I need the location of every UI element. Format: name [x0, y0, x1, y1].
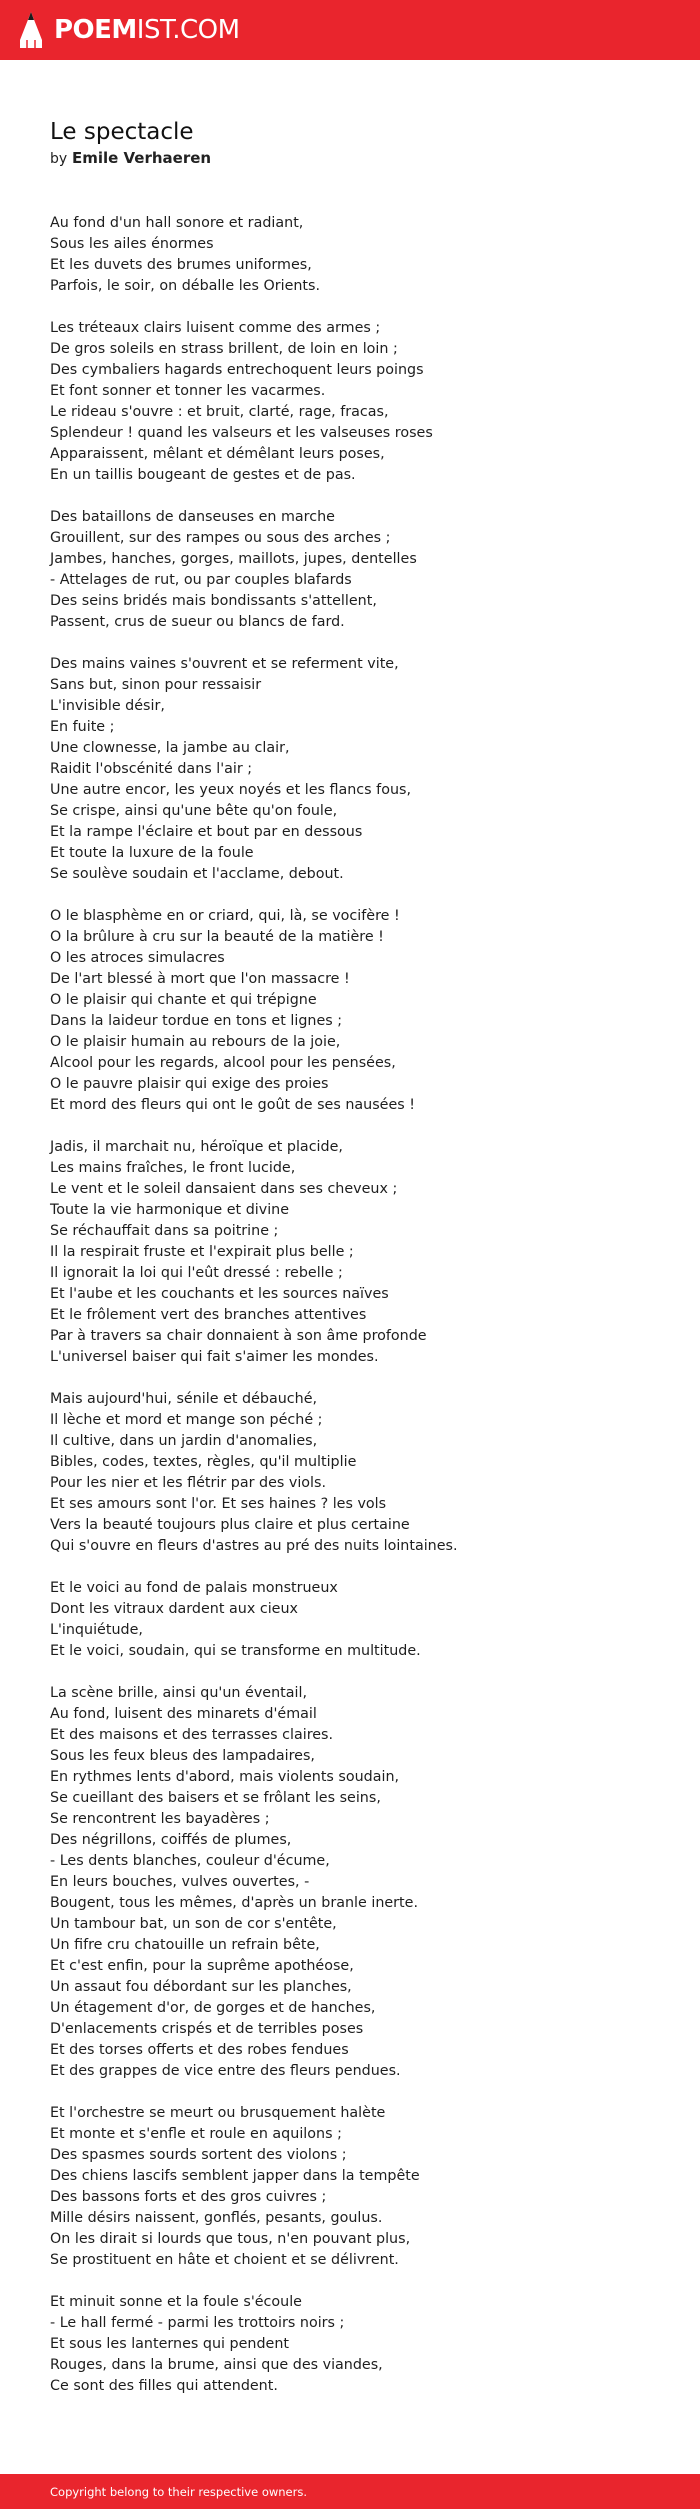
poem-line: Passent, crus de sueur ou blancs de fard.	[50, 614, 345, 630]
poem-line: Qui s'ouvre en fleurs d'astres au pré des nuits lointaines.	[50, 1538, 458, 1554]
poem-line: Apparaissent, mêlant et démêlant leurs poses,	[50, 446, 385, 462]
site-name-bold: POEM	[54, 15, 137, 45]
poem-line: Pour les nier et les flétrir par des viols.	[50, 1475, 327, 1491]
poem-line: Et mord des fleurs qui ont le goût de ses nausées !	[50, 1097, 415, 1113]
poem-line: Et le frôlement vert des branches attentives	[50, 1307, 367, 1323]
poem-line: La scène brille, ainsi qu'un éventail,	[50, 1685, 307, 1701]
poem-line: Il la respirait fruste et l'expirait plus belle ;	[50, 1244, 354, 1260]
poem-line: Par à travers sa chair donnaient à son âme profonde	[50, 1328, 427, 1344]
poem-line: Il lèche et mord et mange son péché ;	[50, 1412, 323, 1428]
poem-line: Et des maisons et des terrasses claires.	[50, 1727, 334, 1743]
poem-line: Un étagement d'or, de gorges et de hanches,	[50, 2000, 376, 2016]
poem-line: Mais aujourd'hui, sénile et débauché,	[50, 1391, 318, 1407]
poem-line: Des mains vaines s'ouvrent et se referment vite,	[50, 656, 399, 672]
poem-line: Rouges, dans la brume, ainsi que des viandes,	[50, 2357, 383, 2373]
poem-line: - Les dents blanches, couleur d'écume,	[50, 1853, 330, 1869]
poem-line: L'invisible désir,	[50, 698, 165, 714]
poem-line: Des cymbaliers hagards entrechoquent leurs poings	[50, 362, 424, 378]
poem-line: On les dirait si lourds que tous, n'en pouvant plus,	[50, 2231, 411, 2247]
poem-line: Et minuit sonne et la foule s'écoule	[50, 2294, 302, 2310]
poem-line: Sous les ailes énormes	[50, 236, 214, 252]
stanza	[50, 1389, 670, 1557]
stanza	[50, 654, 670, 885]
poem-body	[50, 213, 670, 2397]
poem-line: Un assaut fou débordant sur les planches,	[50, 1979, 352, 1995]
poem-line: En un taillis bougeant de gestes et de pas.	[50, 467, 356, 483]
poem-line: Sous les feux bleus des lampadaires,	[50, 1748, 315, 1764]
poem-line: Des bataillons de danseuses en marche	[50, 509, 335, 525]
poem-line: Ce sont des filles qui attendent.	[50, 2378, 278, 2394]
poem-line: Le rideau s'ouvre : et bruit, clarté, rage, fracas,	[50, 404, 389, 420]
poem-line: O le plaisir humain au rebours de la joie,	[50, 1034, 341, 1050]
poem-line: Dans la laideur tordue en tons et lignes ;	[50, 1013, 343, 1029]
stanza	[50, 213, 670, 297]
poem-line: Des seins bridés mais bondissants s'attellent,	[50, 593, 377, 609]
poem-line: L'inquiétude,	[50, 1622, 143, 1638]
poem-line: Il cultive, dans un jardin d'anomalies,	[50, 1433, 318, 1449]
by-label: by	[50, 151, 68, 167]
stanza	[50, 1578, 670, 1662]
stanza	[50, 1137, 670, 1368]
poem-line: Toute la vie harmonique et divine	[50, 1202, 290, 1218]
poem-line: Et monte et s'enfle et roule en aquilons ;	[50, 2126, 342, 2142]
stanza	[50, 1683, 670, 2082]
poem-line: L'universel baiser qui fait s'aimer les mondes.	[50, 1349, 379, 1365]
site-name-light: IST.COM	[136, 15, 240, 45]
poem-line: Alcool pour les regards, alcool pour les pensées,	[50, 1055, 396, 1071]
poem-line: D'enlacements crispés et de terribles poses	[50, 2021, 364, 2037]
copyright-text: Copyright belong to their respective owners.	[50, 2484, 308, 2499]
poem-line: Raidit l'obscénité dans l'air ;	[50, 761, 253, 777]
footer	[0, 2474, 700, 2509]
poem-line: Splendeur ! quand les valseurs et les valseuses roses	[50, 425, 433, 441]
poem-line: Et toute la luxure de la foule	[50, 845, 254, 861]
poem-line: O les atroces simulacres	[50, 950, 225, 966]
poem-line: Il ignorait la loi qui l'eût dressé : rebelle ;	[50, 1265, 343, 1281]
poem-line: En fuite ;	[50, 719, 115, 735]
poem-line: Se réchauffait dans sa poitrine ;	[50, 1223, 279, 1239]
poem-line: Un fifre cru chatouille un refrain bête,	[50, 1937, 320, 1953]
poem-line: Et des grappes de vice entre des fleurs pendues.	[50, 2063, 401, 2079]
poem-line: De l'art blessé à mort que l'on massacre !	[50, 971, 350, 987]
poem-line: O le pauvre plaisir qui exige des proies	[50, 1076, 329, 1092]
poem-line: O la brûlure à cru sur la beauté de la matière !	[50, 929, 384, 945]
stanza	[50, 2292, 670, 2397]
poem-line: Sans but, sinon pour ressaisir	[50, 677, 262, 693]
poem-line: De gros soleils en strass brillent, de loin en loin ;	[50, 341, 398, 357]
poem-line: Au fond, luisent des minarets d'émail	[50, 1706, 317, 1722]
top-bar	[0, 0, 700, 60]
poem-line: Des négrillons, coiffés de plumes,	[50, 1832, 292, 1848]
poem-line: Et des torses offerts et des robes fendues	[50, 2042, 349, 2058]
poem-line: Bougent, tous les mêmes, d'après un branle inerte.	[50, 1895, 418, 1911]
poem-line: Se soulève soudain et l'acclame, debout.	[50, 866, 344, 882]
poem-line: Et les duvets des brumes uniformes,	[50, 257, 312, 273]
poem-line: Mille désirs naissent, gonflés, pesants, goulus.	[50, 2210, 383, 2226]
site-logo[interactable]	[18, 10, 240, 50]
stanza	[50, 906, 670, 1116]
poem-line: Les tréteaux clairs luisent comme des armes ;	[50, 320, 381, 336]
poem-title: Le spectacle	[50, 119, 194, 145]
poem-line: - Attelages de rut, ou par couples blafards	[50, 572, 352, 588]
poem-line: O le plaisir qui chante et qui trépigne	[50, 992, 317, 1008]
poem-line: Les mains fraîches, le front lucide,	[50, 1160, 296, 1176]
poem-line: Et la rampe l'éclaire et bout par en dessous	[50, 824, 363, 840]
poem-line: Jadis, il marchait nu, héroïque et placide,	[50, 1139, 343, 1155]
poem-line: Se cueillant des baisers et se frôlant les seins,	[50, 1790, 381, 1806]
poem-line: - Le hall fermé - parmi les trottoirs noirs ;	[50, 2315, 345, 2331]
author-name[interactable]: Emile Verhaeren	[71, 149, 212, 167]
poem-line: Bibles, codes, textes, règles, qu'il multiplie	[50, 1454, 357, 1470]
poem-line: Et le voici, soudain, qui se transforme en multitude.	[50, 1643, 421, 1659]
poem-line: Et c'est enfin, pour la suprême apothéose,	[50, 1958, 354, 1974]
poem-line: Se rencontrent les bayadères ;	[50, 1811, 270, 1827]
stanza	[50, 2103, 670, 2271]
poem-line: Une autre encor, les yeux noyés et les flancs fous,	[50, 782, 411, 798]
poem-line: Et ses amours sont l'or. Et ses haines ? les vols	[50, 1496, 387, 1512]
poem-line: En rythmes lents d'abord, mais violents soudain,	[50, 1769, 400, 1785]
stanza	[50, 507, 670, 633]
poem-line: Des spasmes sourds sortent des violons ;	[50, 2147, 347, 2163]
poem-line: Et l'aube et les couchants et les sources naïves	[50, 1286, 389, 1302]
poem-line: Des chiens lascifs semblent japper dans la tempête	[50, 2168, 420, 2184]
poem-line: Et font sonner et tonner les vacarmes.	[50, 383, 326, 399]
poem-line: En leurs bouches, vulves ouvertes, -	[50, 1874, 310, 1890]
poem-line: Et sous les lanternes qui pendent	[50, 2336, 289, 2352]
poem-line: Et le voici au fond de palais monstrueux	[50, 1580, 338, 1596]
poem-line: Se prostituent en hâte et choient et se délivrent.	[50, 2252, 399, 2268]
poem-line: Et l'orchestre se meurt ou brusquement halète	[50, 2105, 386, 2121]
poem-line: Dont les vitraux dardent aux cieux	[50, 1601, 298, 1617]
poem-content	[50, 118, 670, 2418]
poem-line: Grouillent, sur des rampes ou sous des arches ;	[50, 530, 391, 546]
poem-line: Une clownesse, la jambe au clair,	[50, 740, 290, 756]
poem-line: O le blasphème en or criard, qui, là, se vocifère !	[50, 908, 400, 924]
poem-line: Le vent et le soleil dansaient dans ses cheveux ;	[50, 1181, 398, 1197]
poem-line: Vers la beauté toujours plus claire et plus certaine	[50, 1517, 410, 1533]
byline	[50, 148, 670, 169]
poem-line: Au fond d'un hall sonore et radiant,	[50, 215, 304, 231]
poem-line: Jambes, hanches, gorges, maillots, jupes, dentelles	[50, 551, 417, 567]
poem-line: Des bassons forts et des gros cuivres ;	[50, 2189, 327, 2205]
pencil-icon	[18, 10, 44, 50]
poem-line: Un tambour bat, un son de cor s'entête,	[50, 1916, 337, 1932]
poem-line: Se crispe, ainsi qu'une bête qu'on foule,	[50, 803, 338, 819]
stanza	[50, 318, 670, 486]
site-name	[54, 17, 240, 43]
poem-line: Parfois, le soir, on déballe les Orients.	[50, 278, 321, 294]
